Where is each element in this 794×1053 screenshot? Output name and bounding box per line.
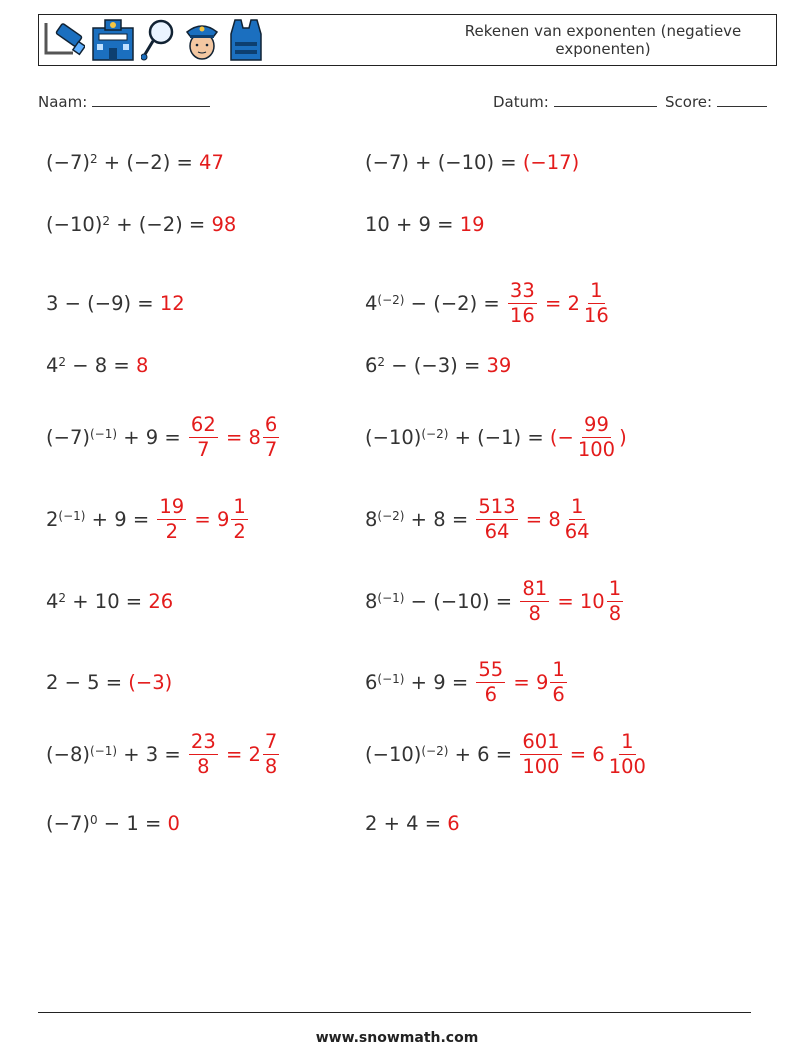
problem-q13 (46, 571, 173, 631)
answer (447, 812, 459, 835)
problem-q17 (46, 724, 281, 784)
footer-rule (38, 1012, 751, 1013)
problem-base: (−8) (46, 742, 90, 766)
answer-value: 8 (135, 353, 149, 377)
problem-operation: + (−1) = (448, 425, 550, 449)
problem-exponent: (−1) (377, 672, 405, 686)
answer (474, 658, 568, 707)
answer-value: (−17) (522, 150, 580, 174)
answer-value: 39 (486, 353, 512, 377)
problem-q11 (46, 489, 250, 549)
problem-base: (−7) + (−10) = (365, 150, 523, 174)
mixed-numerator: 6 (264, 412, 278, 436)
answer-suffix: ) (619, 425, 627, 449)
problem-exponent: (−2) (421, 427, 449, 441)
problem-exponent: (−1) (58, 509, 86, 523)
problem-base: 10 + 9 = (365, 212, 460, 236)
fraction-denominator: 100 (522, 754, 560, 778)
problem-base: (−10) (46, 212, 103, 236)
answer-fraction (508, 279, 537, 328)
mixed-whole: = 8 (519, 507, 561, 531)
problem-q5 (46, 273, 185, 333)
mixed-fraction (263, 730, 279, 779)
date-field (493, 92, 657, 111)
problem-q19 (46, 793, 180, 853)
problem-exponent: (−2) (377, 509, 405, 523)
problem-operation: − 1 = (97, 811, 168, 835)
problem-base: (−10) (365, 742, 422, 766)
fraction-numerator: 81 (522, 576, 548, 600)
answer (136, 354, 148, 377)
problem-operation: − 8 = (66, 353, 136, 377)
answer (199, 151, 224, 174)
problem-exponent: 2 (89, 152, 98, 166)
answer (187, 413, 281, 462)
answer (550, 413, 627, 462)
problem-operation: − (−2) = (404, 291, 506, 315)
answer-value: 0 (167, 811, 180, 835)
problem-base: (−10) (365, 425, 422, 449)
answer-fraction (520, 577, 549, 626)
answer-fraction (157, 495, 186, 544)
worksheet-header (38, 14, 777, 66)
answer (211, 213, 236, 236)
problem-q9 (46, 407, 281, 467)
date-label: Datum: (493, 93, 549, 111)
answer (518, 730, 650, 779)
fraction-numerator: 62 (190, 412, 216, 436)
score-line (717, 92, 767, 107)
problem-operation: + 8 = (404, 507, 475, 531)
problem-exponent: 0 (89, 813, 98, 827)
answer-value: 6 (447, 811, 460, 835)
answer (474, 495, 593, 544)
problem-exponent: (−2) (421, 744, 449, 758)
mixed-whole: = 9 (188, 507, 230, 531)
fraction-denominator: 100 (577, 437, 616, 461)
problem-base: 4 (46, 353, 59, 377)
answer (128, 671, 172, 694)
answer-value: 19 (459, 212, 485, 236)
name-field (38, 92, 210, 111)
mixed-denominator: 8 (264, 754, 278, 778)
bulletproof-vest-icon (227, 18, 265, 62)
answer-value: 47 (199, 150, 224, 174)
mixed-fraction (263, 413, 279, 462)
answer (187, 730, 281, 779)
mixed-numerator: 1 (233, 494, 246, 518)
mixed-whole: = 2 (219, 742, 261, 766)
name-line (92, 92, 210, 107)
problem-operation: + 10 = (66, 589, 149, 613)
answer-fraction (189, 413, 218, 462)
score-field (665, 92, 767, 111)
fraction-denominator: 8 (528, 601, 541, 625)
answer-fraction (520, 730, 561, 779)
score-label: Score: (665, 93, 713, 111)
mixed-denominator: 100 (608, 754, 646, 778)
problem-exponent: 2 (377, 355, 386, 369)
problem-operation: + 9 = (117, 425, 187, 449)
mixed-numerator: 7 (264, 729, 278, 753)
answer (148, 590, 173, 613)
problem-base: 4 (365, 291, 378, 315)
fraction-numerator: 601 (522, 729, 560, 753)
problem-q1 (46, 132, 224, 192)
problem-q2 (365, 132, 579, 192)
problem-base: (−7) (46, 150, 90, 174)
mixed-fraction (607, 730, 648, 779)
fraction-numerator: 99 (584, 412, 609, 436)
mixed-whole: = 6 (563, 742, 605, 766)
answer-fraction (576, 413, 617, 462)
answer-prefix: (− (549, 425, 574, 449)
problem-base: 2 + 4 = (365, 811, 448, 835)
problem-exponent: 2 (102, 214, 111, 228)
mixed-fraction (231, 495, 247, 544)
fraction-numerator: 19 (159, 494, 185, 518)
worksheet-title: Rekenen van exponenten (negatieve exponenten) (464, 22, 742, 58)
problem-q12 (365, 489, 594, 549)
problem-operation: + 3 = (117, 742, 187, 766)
problem-base: 2 − 5 = (46, 670, 129, 694)
answer-fraction (476, 658, 505, 707)
mixed-denominator: 64 (564, 519, 590, 543)
fraction-numerator: 23 (190, 729, 216, 753)
mixed-whole: = 2 (538, 291, 580, 315)
name-label: Naam: (38, 93, 88, 111)
fraction-denominator: 64 (484, 519, 510, 543)
police-station-icon (91, 18, 135, 62)
problem-q15 (46, 652, 172, 712)
answer-value: 26 (148, 589, 174, 613)
answer-fraction (189, 730, 218, 779)
problem-q18 (365, 724, 650, 784)
answer-value: 12 (159, 291, 185, 315)
answer (168, 812, 180, 835)
problem-q14 (365, 571, 625, 631)
mixed-denominator: 8 (608, 601, 622, 625)
answer-fraction (476, 495, 517, 544)
answer (487, 354, 512, 377)
mixed-numerator: 1 (552, 657, 565, 681)
mixed-whole: = 9 (507, 670, 549, 694)
problem-exponent: (−1) (89, 744, 118, 758)
problem-q8 (365, 335, 511, 395)
mixed-fraction (607, 577, 623, 626)
mixed-numerator: 1 (590, 278, 603, 302)
mixed-whole: = 10 (551, 589, 605, 613)
problem-q6 (365, 273, 613, 333)
problem-exponent: 2 (58, 591, 67, 605)
problem-base: 2 (46, 507, 59, 531)
problem-base: (−7) (46, 425, 90, 449)
footer-website: www.snowmath.com (315, 1030, 479, 1046)
mixed-numerator: 1 (570, 494, 584, 518)
fraction-numerator: 33 (509, 278, 535, 302)
mixed-denominator: 7 (264, 437, 278, 461)
answer (460, 213, 485, 236)
mixed-denominator: 6 (552, 682, 565, 706)
problem-q20 (365, 793, 460, 853)
problem-q10 (365, 407, 627, 467)
fraction-denominator: 16 (509, 303, 535, 327)
answer (155, 495, 249, 544)
problem-operation: + 6 = (448, 742, 519, 766)
mixed-whole: = 8 (219, 425, 261, 449)
problem-q3 (46, 194, 236, 254)
problem-base: 6 (365, 670, 378, 694)
problem-base: 4 (46, 589, 59, 613)
header-icons (43, 18, 265, 62)
answer (506, 279, 613, 328)
problem-operation: − (−3) = (385, 353, 487, 377)
fraction-denominator: 7 (197, 437, 210, 461)
problem-base: 6 (365, 353, 378, 377)
mixed-numerator: 1 (608, 576, 622, 600)
fraction-denominator: 2 (165, 519, 178, 543)
mixed-denominator: 16 (583, 303, 609, 327)
problem-base: 8 (365, 507, 378, 531)
answer (523, 151, 579, 174)
problem-base: 3 − (−9) = (46, 291, 160, 315)
problem-operation: + (−2) = (97, 150, 200, 174)
flashlight-icon (43, 19, 85, 61)
problem-exponent: (−1) (377, 591, 405, 605)
mixed-fraction (563, 495, 592, 544)
problem-operation: + (−2) = (110, 212, 212, 236)
answer (518, 577, 625, 626)
problem-base: 8 (365, 589, 378, 613)
fraction-denominator: 6 (484, 682, 497, 706)
problem-q4 (365, 194, 485, 254)
fraction-numerator: 55 (478, 657, 504, 681)
problem-operation: + 9 = (404, 670, 475, 694)
magnifier-icon (141, 18, 177, 62)
fraction-numerator: 513 (478, 494, 516, 518)
problem-exponent: (−2) (377, 293, 405, 307)
problem-base: (−7) (46, 811, 90, 835)
fraction-denominator: 8 (197, 754, 210, 778)
mixed-fraction (550, 658, 566, 707)
answer (160, 292, 185, 315)
problem-operation: + 9 = (85, 507, 156, 531)
answer-value: (−3) (128, 670, 173, 694)
problem-exponent: 2 (58, 355, 67, 369)
problem-q16 (365, 652, 569, 712)
mixed-denominator: 2 (233, 519, 246, 543)
problem-q7 (46, 335, 148, 395)
police-officer-icon (183, 18, 221, 62)
mixed-numerator: 1 (621, 729, 634, 753)
answer-value: 98 (211, 212, 237, 236)
mixed-fraction (582, 279, 611, 328)
date-line (554, 92, 657, 107)
problem-exponent: (−1) (89, 427, 118, 441)
problem-operation: − (−10) = (404, 589, 519, 613)
